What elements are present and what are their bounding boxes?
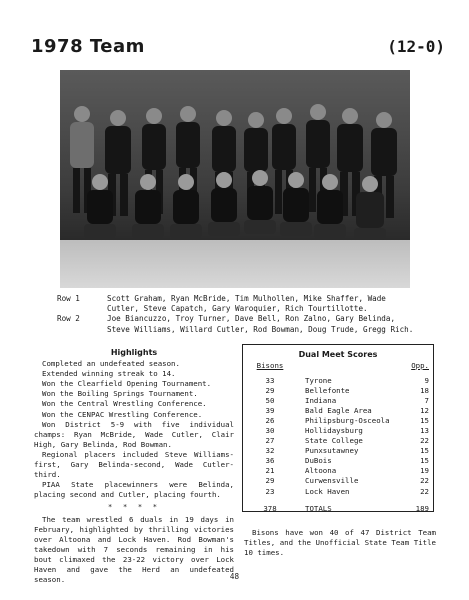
bisons-score: 33 bbox=[265, 375, 275, 385]
bisons-score: 23 bbox=[265, 486, 275, 496]
opponent-score: 18 bbox=[420, 385, 429, 395]
opponent-score: 15 bbox=[420, 446, 429, 456]
state-placers-paragraph: PIAA State placewinners were Belinda, placing second and Cutler, placing fourth. bbox=[34, 480, 234, 500]
roster-row bbox=[57, 314, 417, 334]
highlight-item: Won the CENPAC Wrestling Conference. bbox=[42, 409, 203, 419]
scores-table bbox=[253, 361, 429, 513]
opponent-score: 9 bbox=[424, 375, 429, 385]
col-bisons-header: Bisons bbox=[256, 361, 284, 370]
opponent-name: DuBois bbox=[305, 456, 332, 466]
duals-paragraph: The team wrestled 6 duals in 19 days in February, highlighted by thrilling victories over Altoona and Lock Haven. Rod Bowman's takedown with 7 seconds remaining in his bout climaxed the 23-22 victory over Lock Haven and gave the Herd an undefeated season. bbox=[34, 514, 234, 585]
opponent-score: 13 bbox=[420, 426, 429, 436]
opponent-name: Altoona bbox=[305, 466, 337, 476]
opponent-name: TOTALS bbox=[305, 503, 332, 513]
scores-header-row bbox=[253, 361, 429, 375]
col-team-header bbox=[287, 361, 399, 375]
highlight-item: Won the Central Wrestling Conference. bbox=[42, 399, 207, 409]
opponent-score: 12 bbox=[420, 405, 429, 415]
section-divider: * * * * bbox=[107, 502, 161, 512]
bisons-score: 26 bbox=[265, 415, 275, 425]
col-opp-header: Opp. bbox=[411, 361, 429, 370]
highlights-section bbox=[34, 348, 234, 585]
team-photo bbox=[60, 70, 410, 288]
bisons-score: 30 bbox=[265, 426, 275, 436]
score-row bbox=[253, 375, 429, 385]
regional-placers-paragraph: Regional placers included Steve Williams-first, Gary Belinda-second, Wade Cutler-third. bbox=[34, 449, 234, 480]
opponent-name: Bellefonte bbox=[305, 385, 350, 395]
scores-body bbox=[253, 375, 429, 513]
opponent-score: 19 bbox=[420, 466, 429, 476]
highlight-item: Completed an undefeated season. bbox=[42, 359, 180, 369]
score-row bbox=[253, 425, 429, 435]
opponent-name: State College bbox=[305, 436, 363, 446]
opponent-score: 7 bbox=[424, 395, 429, 405]
opponent-name: Bald Eagle Area bbox=[305, 405, 372, 415]
score-row bbox=[253, 476, 429, 486]
highlight-item: Won the Boiling Springs Tournament. bbox=[42, 389, 198, 399]
bisons-score: 39 bbox=[265, 405, 275, 415]
district-titles-note: Bisons have won 40 of 47 District Team Titles, and the Unofficial State Team Title 10 times. bbox=[244, 528, 436, 558]
scores-total-row bbox=[253, 496, 429, 513]
score-row bbox=[253, 486, 429, 496]
opponent-name: Curwensville bbox=[305, 476, 359, 486]
roster-caption bbox=[57, 294, 417, 335]
bisons-score: 27 bbox=[265, 436, 275, 446]
opponent-score: 189 bbox=[415, 503, 429, 513]
bisons-score: 29 bbox=[265, 476, 275, 486]
season-record: (12-0) bbox=[387, 37, 445, 56]
score-row bbox=[253, 405, 429, 415]
score-row bbox=[253, 466, 429, 476]
bisons-score: 50 bbox=[265, 395, 275, 405]
score-row bbox=[253, 436, 429, 446]
roster-row-label: Row 1 bbox=[57, 294, 80, 303]
score-row bbox=[253, 456, 429, 466]
roster-row-label: Row 2 bbox=[57, 314, 80, 324]
roster-row-names: Joe Biancuzzo, Troy Turner, Dave Bell, Ron Zalno, Gary Belinda, Steve Williams, Willard Cutler, Rod Bowman, Doug Trude, Gregg Rich. bbox=[107, 314, 414, 334]
opponent-name: Tyrone bbox=[305, 375, 332, 385]
score-row bbox=[253, 446, 429, 456]
score-row bbox=[253, 415, 429, 425]
highlights-title: Highlights bbox=[110, 348, 158, 357]
opponent-name: Punxsutawney bbox=[305, 446, 359, 456]
score-row bbox=[253, 395, 429, 405]
opponent-score: 15 bbox=[420, 415, 429, 425]
page-number: 48 bbox=[229, 572, 240, 581]
dual-meet-scores-box bbox=[242, 344, 434, 512]
roster-row-names: Scott Graham, Ryan McBride, Tim Mulhollen, Mike Shaffer, Wade Cutler, Steve Capatch, Gary Waroquier, Rich Tourtillotte. bbox=[107, 294, 386, 314]
opponent-name: Philipsburg-Osceola bbox=[305, 415, 390, 425]
opponent-score: 22 bbox=[420, 436, 429, 446]
bisons-score: 29 bbox=[265, 385, 275, 395]
bisons-score: 32 bbox=[265, 446, 275, 456]
highlight-item: Extended winning streak to 14. bbox=[42, 369, 176, 379]
scores-title: Dual Meet Scores bbox=[298, 350, 378, 359]
opponent-score: 22 bbox=[420, 486, 429, 496]
opponent-name: Hollidaysburg bbox=[305, 426, 363, 436]
score-row bbox=[253, 385, 429, 395]
roster-row bbox=[57, 294, 417, 314]
district-champs-paragraph: Won District 5-9 with five individual champs: Ryan McBride, Wade Cutler, Clair High, Gary Belinda, Rod Bowman. bbox=[34, 419, 234, 449]
highlight-item: Won the Clearfield Opening Tournament. bbox=[42, 379, 212, 389]
opponent-name: Indiana bbox=[305, 395, 337, 405]
opponent-score: 22 bbox=[420, 476, 429, 486]
opponent-name: Lock Haven bbox=[305, 486, 350, 496]
page-title: 1978 Team bbox=[31, 36, 145, 57]
bisons-score: 36 bbox=[265, 456, 275, 466]
bisons-score: 378 bbox=[263, 503, 277, 513]
opponent-score: 15 bbox=[420, 456, 429, 466]
bisons-score: 21 bbox=[265, 466, 275, 476]
